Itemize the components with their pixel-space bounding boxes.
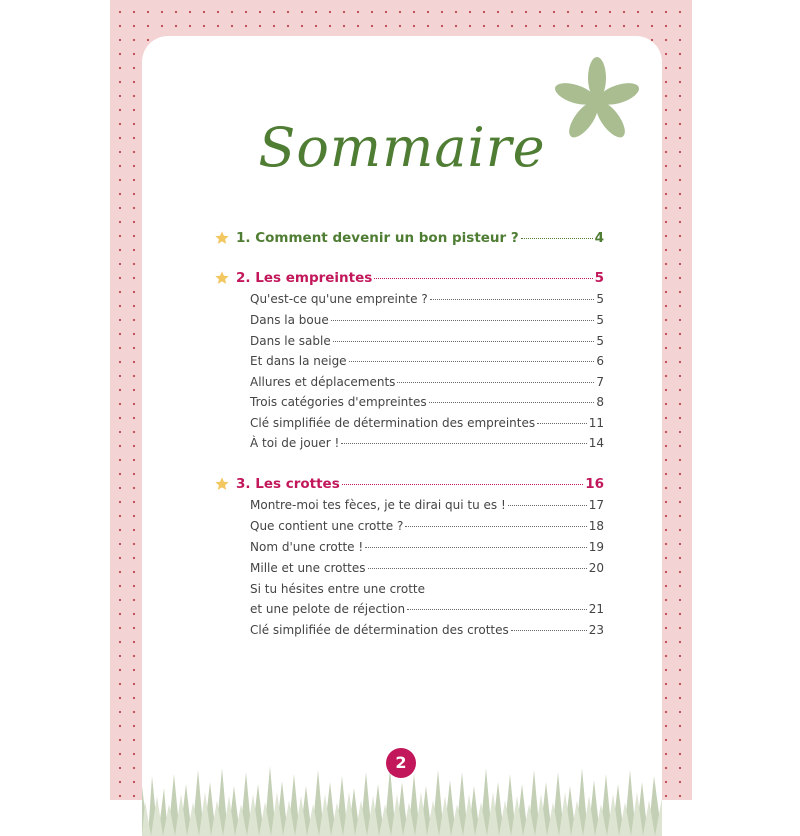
toc-entry: Si tu hésites entre une crotte bbox=[250, 582, 425, 596]
toc-entry: Trois catégories d'empreintes 8 bbox=[250, 395, 604, 409]
toc-entry: Qu'est-ce qu'une empreinte ? 5 bbox=[250, 292, 604, 306]
leader-dots bbox=[342, 484, 583, 485]
toc-entry: Dans le sable 5 bbox=[250, 334, 604, 348]
grass-illustration bbox=[142, 726, 662, 836]
toc-section-3: 3. Les crottes 16 bbox=[236, 476, 604, 492]
leader-dots bbox=[374, 278, 592, 279]
toc-entry: Clé simplifiée de détermination des empreintes 11 bbox=[250, 416, 604, 430]
toc-entry: Mille et une crottes 20 bbox=[250, 561, 604, 575]
toc-entry: Nom d'une crotte ! 19 bbox=[250, 540, 604, 554]
page-title: Sommaire bbox=[258, 116, 546, 179]
page-background bbox=[110, 0, 692, 800]
page-number-badge: 2 bbox=[386, 748, 416, 778]
toc-entry: À toi de jouer ! 14 bbox=[250, 436, 604, 450]
toc-section-2: 2. Les empreintes 5 bbox=[236, 270, 604, 286]
toc-entry: Montre-moi tes fèces, je te dirai qui tu es ! 17 bbox=[250, 498, 604, 512]
leader-dots bbox=[521, 238, 593, 239]
content-panel bbox=[142, 36, 662, 836]
toc-entry: Et dans la neige 6 bbox=[250, 354, 604, 368]
toc-entry: Dans la boue 5 bbox=[250, 313, 604, 327]
toc-entry: Allures et déplacements 7 bbox=[250, 375, 604, 389]
toc-entry: Clé simplifiée de détermination des crottes 23 bbox=[250, 623, 604, 637]
toc-entry: Que contient une crotte ? 18 bbox=[250, 519, 604, 533]
toc-section-1: 1. Comment devenir un bon pisteur ? 4 bbox=[236, 230, 604, 246]
toc-entry: et une pelote de réjection 21 bbox=[250, 602, 604, 616]
